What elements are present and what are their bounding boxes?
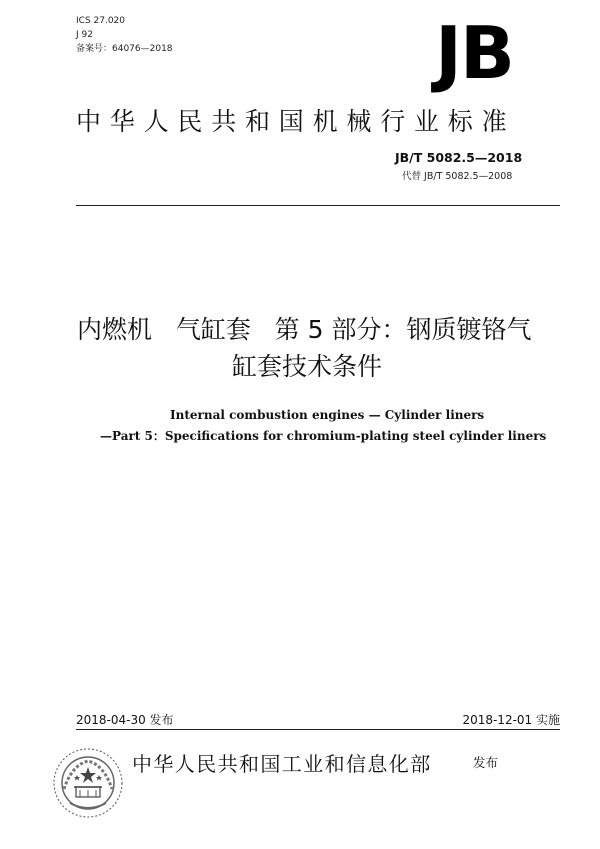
publish-label: 发布 [473,755,499,770]
top-divider [76,205,560,206]
standard-number: JB/T 5082.5—2018 [395,150,523,165]
jb-logo: JB [435,11,513,95]
title-en-line-1: Internal combustion engines — Cylinder liners [170,408,485,422]
clc-code: J 92 [76,30,93,40]
ics-code: ICS 27.020 [76,16,126,26]
title-zh-line-2: 缸套技术条件 [232,352,383,381]
implementation-date: 2018-12-01 实施 [462,713,560,727]
standard-type-title: 中华人民共和国机械行业标准 [76,107,516,136]
issue-date: 2018-04-30 发布 [76,713,174,727]
record-number: 备案号：64076—2018 [76,44,173,54]
replaces-standard: 代替 JB/T 5082.5—2008 [402,171,513,182]
bottom-divider [76,729,560,730]
title-zh-line-1: 内燃机 气缸套 第 5 部分：钢质镀铬气 [77,315,532,344]
publisher: 中华人民共和国工业和信息化部 [132,752,432,776]
national-emblem-icon [50,745,126,821]
title-en-line-2: —Part 5：Specifications for chromium-plating steel cylinder liners [100,429,547,443]
